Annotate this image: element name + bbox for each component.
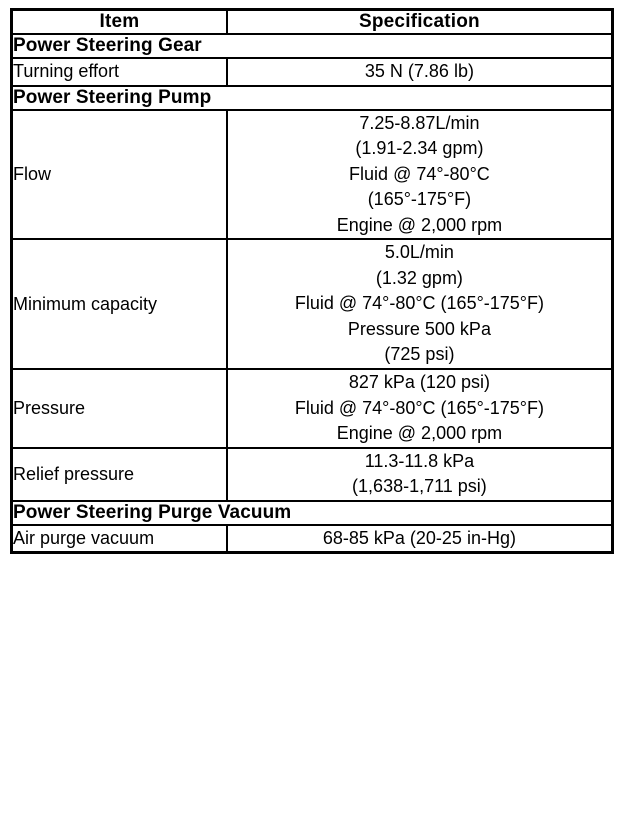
item-air-purge-vacuum: Air purge vacuum: [12, 525, 227, 553]
table-section-row: [12, 34, 613, 58]
value-turning-effort: [227, 58, 613, 86]
value-pressure: [227, 369, 613, 448]
value-line: (725 psi): [384, 344, 455, 365]
value-line: 7.25-8.87L/min: [359, 112, 480, 133]
column-header-specification: Specification: [227, 10, 613, 35]
table-body: [12, 34, 613, 553]
item-turning-effort: Turning effort: [12, 58, 227, 86]
value-relief-pressure: [227, 448, 613, 501]
section-header-power-steering-purge-vacuum: Power Steering Purge Vacuum: [12, 501, 613, 525]
item-minimum-capacity: Minimum capacity: [12, 239, 227, 369]
value-line: (1.32 gpm): [375, 267, 463, 288]
table-row: [12, 525, 613, 553]
table-row: [12, 58, 613, 86]
table-section-row: [12, 501, 613, 525]
value-flow: [227, 110, 613, 240]
table-section-row: [12, 86, 613, 110]
value-line: Fluid @ 74°-80°C (165°-175°F): [294, 293, 544, 314]
value-line: Engine @ 2,000 rpm: [336, 423, 503, 444]
section-header-power-steering-pump: Power Steering Pump: [12, 86, 613, 110]
specifications-table: [10, 8, 614, 554]
table-header: [12, 10, 613, 35]
value-line: 68-85 kPa (20-25 in-Hg): [322, 527, 516, 548]
value-minimum-capacity: [227, 239, 613, 369]
section-header-power-steering-gear: Power Steering Gear: [12, 34, 613, 58]
value-line: 5.0L/min: [384, 242, 454, 263]
value-line: (1,638-1,711 psi): [352, 476, 487, 497]
value-line: Fluid @ 74°-80°C: [349, 163, 490, 184]
value-line: 11.3-11.8 kPa: [364, 450, 475, 471]
value-line: 35 N (7.86 lb): [364, 61, 474, 81]
table-header-row: [12, 10, 613, 35]
value-line: Pressure 500 kPa: [347, 318, 491, 339]
item-relief-pressure: Relief pressure: [12, 448, 227, 501]
table-row: [12, 239, 613, 369]
column-header-item: Item: [12, 10, 227, 35]
value-line: (165°-175°F): [367, 189, 472, 210]
table-row: [12, 369, 613, 448]
value-line: (1.91-2.34 gpm): [355, 138, 484, 159]
table-row: [12, 110, 613, 240]
value-line: Engine @ 2,000 rpm: [336, 214, 503, 235]
item-flow: Flow: [12, 110, 227, 240]
item-pressure: Pressure: [12, 369, 227, 448]
value-line: 827 kPa (120 psi): [348, 372, 490, 393]
value-air-purge-vacuum: [227, 525, 613, 553]
table-row: [12, 448, 613, 501]
value-line: Fluid @ 74°-80°C (165°-175°F): [294, 397, 544, 418]
